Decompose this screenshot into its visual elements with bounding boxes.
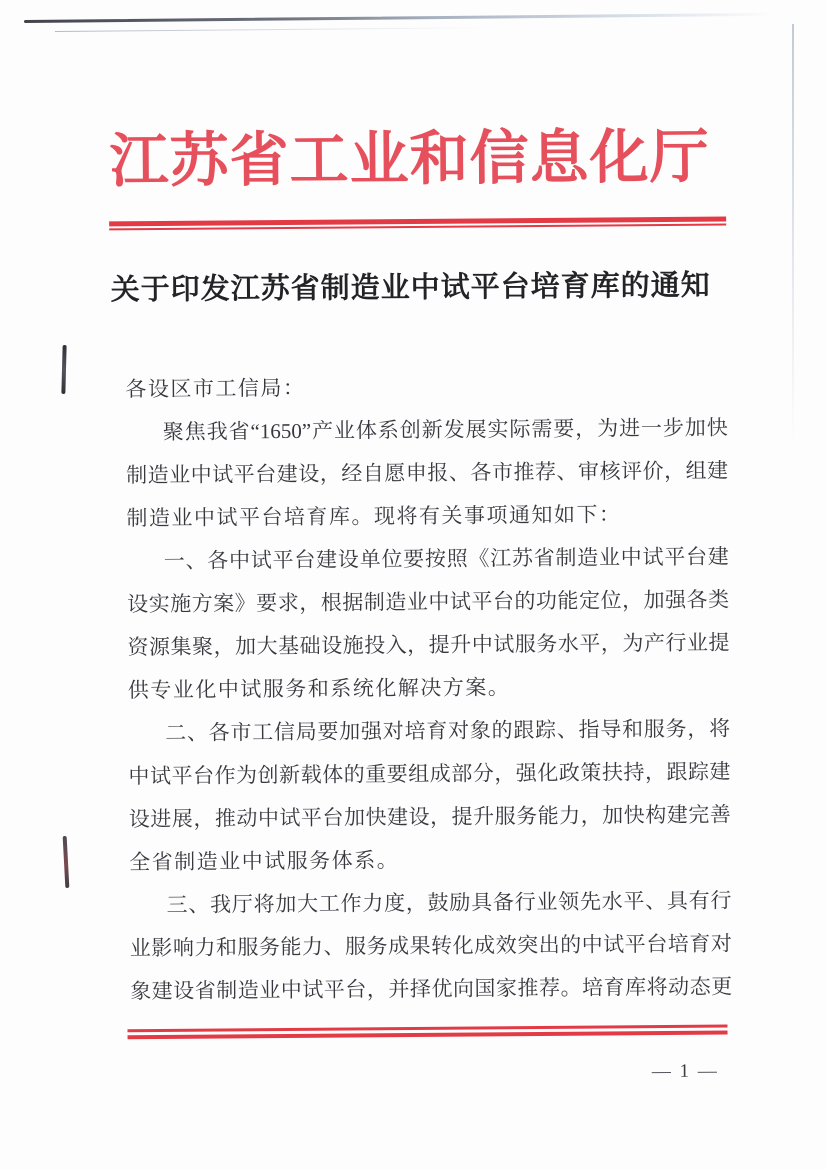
body-line: 资源集聚，加大基础设施投入，提升中试服务水平，为产行业提 bbox=[127, 630, 730, 660]
body-line: 各设区市工信局： bbox=[125, 375, 306, 402]
document-title: 关于印发江苏省制造业中试平台培育库的通知 bbox=[110, 269, 711, 307]
body-line: 设进展，推动中试平台加快建设，提升服务能力，加快构建完善 bbox=[128, 802, 731, 832]
body-line: 设实施方案》要求，根据制造业中试平台的功能定位，加强各类 bbox=[127, 587, 730, 617]
body-line: 制造业中试平台建设，经自愿申报、各市推荐、审核评价，组建 bbox=[126, 458, 729, 488]
body-line: 二、各市工信局要加强对培育对象的跟踪、指导和服务，将 bbox=[165, 716, 731, 745]
footer-double-rule bbox=[127, 1025, 727, 1040]
body-line: 全省制造业中试服务体系。 bbox=[129, 848, 400, 875]
letterhead-double-rule bbox=[109, 217, 726, 231]
body-line: 中试平台作为创新载体的重要组成部分，强化政策扶持，跟踪建 bbox=[128, 759, 731, 789]
agency-letterhead-title: 江苏省工业和信息化厅 bbox=[109, 123, 710, 195]
body-line: 一、各中试平台建设单位要按照《江苏省制造业中试平台建 bbox=[163, 544, 729, 573]
body-line: 供专业化中试服务和系统化解决方案。 bbox=[127, 675, 511, 703]
body-line: 聚焦我省“1650”产业体系创新发展实际需要，为进一步加快 bbox=[162, 415, 728, 444]
body-line: 制造业中试平台培育库。现将有关事项通知如下： bbox=[126, 502, 622, 531]
document-body bbox=[125, 364, 732, 1014]
body-line: 业影响力和服务能力、服务成果转化成效突出的中试平台培育对 bbox=[129, 931, 732, 961]
footer-rule-thick-line bbox=[128, 1031, 728, 1040]
body-line: 象建设省制造业中试平台，并择优向国家推荐。培育库将动态更 bbox=[130, 974, 733, 1004]
page-number: — 1 — bbox=[651, 1060, 719, 1083]
body-line: 三、我厅将加大工作力度，鼓励具备行业领先水平、具有行 bbox=[166, 888, 732, 917]
